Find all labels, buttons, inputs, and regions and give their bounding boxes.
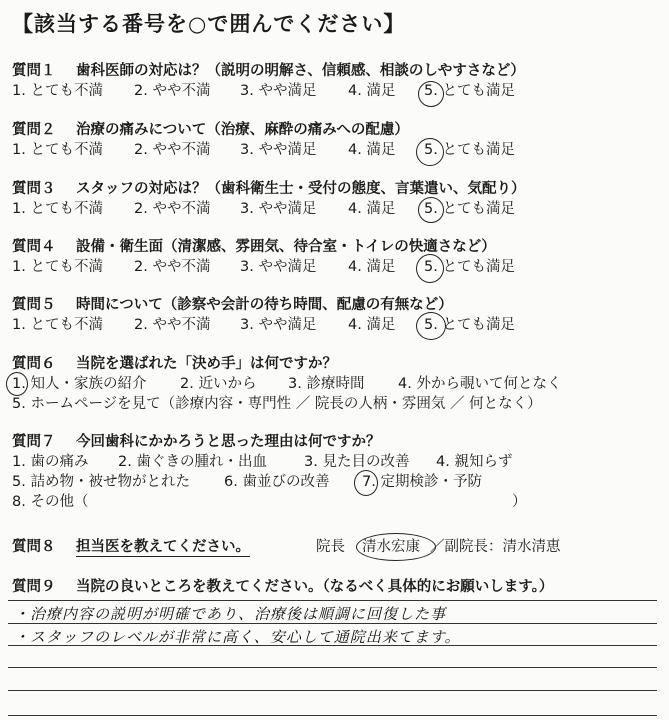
rating-options [12,315,659,335]
q6-options-line1 [12,374,659,394]
rating-option-1[interactable]: 1. とても不満 [12,201,103,217]
bracket-close: ） [512,494,527,510]
question-2 [12,121,659,160]
director-label: 院長 [316,539,345,555]
option[interactable]: 1. 歯の痛み [12,454,89,470]
question-1 [12,62,659,101]
rating-option-3[interactable]: 3. やや満足 [240,317,317,333]
option[interactable]: 8. その他（ [12,494,89,510]
question-text: 当院の良いところを教えてください。（なるべく具体的にお願いします。） [76,579,554,595]
rating-option-3[interactable]: 3. やや満足 [240,259,317,275]
handwritten-answer-1: ・治療内容の説明が明確であり、治療後は順調に回復した事 [14,605,447,623]
option[interactable]: 4. 外から覗いて何となく [398,376,562,392]
question-number: 質問６ [12,356,56,372]
option[interactable]: 4. 親知らず [436,454,513,470]
rating-option-5[interactable]: 5. とても満足 [424,259,515,275]
option[interactable]: 5. 詰め物・被せ物がとれた [12,474,190,490]
rating-option-4[interactable]: 4. 満足 [348,317,396,333]
q7-options-line3 [12,492,659,512]
rating-option-5[interactable]: 5. とても満足 [424,83,515,99]
question-9 [12,578,659,597]
rating-option-1[interactable]: 1. とても不満 [12,142,103,158]
question-text: 今回歯科にかかろうと思った理由は何ですか？ [76,434,381,450]
rating-option-2[interactable]: 2. やや不満 [134,317,211,333]
rating-options [12,257,659,277]
question-text: 当院を選ばれた「決め手」は何ですか？ [76,356,337,372]
option[interactable]: 2. 近いから [180,376,257,392]
question-number: 質問１ [12,63,56,79]
handwritten-answer-2: ・スタッフのレベルが非常に高く、安心して通院出来てます。 [14,628,461,646]
rating-option-5[interactable]: 5. とても満足 [424,201,515,217]
option[interactable]: 5. ホームページを見て（診療内容・専門性 ／ 院長の人柄・雰囲気 ／ 何となく） [12,396,542,412]
question-number: 質問３ [12,181,56,197]
rating-option-3[interactable]: 3. やや満足 [240,142,317,158]
rating-option-1[interactable]: 1. とても不満 [12,83,103,99]
question-number: 質問２ [12,122,56,138]
page-title: 【該当する番号を○で囲んでください】 [12,12,406,36]
vice-director[interactable]: ／副院長：清水清恵 [430,539,561,555]
option[interactable]: 6. 歯並びの改善 [224,474,330,490]
option[interactable]: 2. 歯ぐきの腫れ・出血 [118,454,267,470]
question-text: スタッフの対応は？（歯科衛生士・受付の態度、言葉遣い、気配り） [76,181,526,197]
question-text: 設備・衛生面（清潔感、雰囲気、待合室・トイレの快適さなど） [76,239,496,255]
rating-option-2[interactable]: 2. やや不満 [134,83,211,99]
rating-option-2[interactable]: 2. やや不満 [134,259,211,275]
question-3 [12,180,659,219]
option[interactable]: 3. 診療時間 [288,376,365,392]
question-7 [12,433,659,512]
question-number: 質問４ [12,239,56,255]
option[interactable]: 1. 知人・家族の紹介 [12,376,147,392]
rating-option-1[interactable]: 1. とても不満 [12,317,103,333]
director-name[interactable]: 清水宏康 [362,539,420,555]
q7-options-line2 [12,472,659,492]
option[interactable]: 7. 定期検診・予防 [362,474,482,490]
option[interactable]: 3. 見た目の改善 [304,454,410,470]
rating-option-4[interactable]: 4. 満足 [348,259,396,275]
question-number: 質問７ [12,434,56,450]
rating-option-4[interactable]: 4. 満足 [348,142,396,158]
q6-options-line2 [12,394,659,414]
question-number: 質問８ [12,539,56,555]
ruled-line [8,667,657,668]
question-4 [12,238,659,277]
rating-option-5[interactable]: 5. とても満足 [424,317,515,333]
ruled-line [8,690,657,691]
question-8 [12,538,659,557]
question-number: 質問９ [12,579,56,595]
rating-option-5[interactable]: 5. とても満足 [424,142,515,158]
rating-option-4[interactable]: 4. 満足 [348,201,396,217]
question-number: 質問５ [12,297,56,313]
rating-options [12,140,659,160]
rating-options [12,199,659,219]
rating-option-4[interactable]: 4. 満足 [348,83,396,99]
question-text: 時間について（診察や会計の待ち時間、配慮の有無など） [76,297,453,313]
question-text: 治療の痛みについて（治療、麻酔の痛みへの配慮） [76,122,409,138]
rating-option-1[interactable]: 1. とても不満 [12,259,103,275]
rating-options [12,81,659,101]
question-6 [12,355,659,414]
rating-option-3[interactable]: 3. やや満足 [240,83,317,99]
rating-option-2[interactable]: 2. やや不満 [134,201,211,217]
question-5 [12,296,659,335]
q7-options-line1 [12,452,659,472]
rating-option-2[interactable]: 2. やや不満 [134,142,211,158]
rating-option-3[interactable]: 3. やや満足 [240,201,317,217]
question-text: 歯科医師の対応は？（説明の明解さ、信頼感、相談のしやすさなど） [76,63,525,79]
question-text: 担当医を教えてください。 [76,539,250,555]
